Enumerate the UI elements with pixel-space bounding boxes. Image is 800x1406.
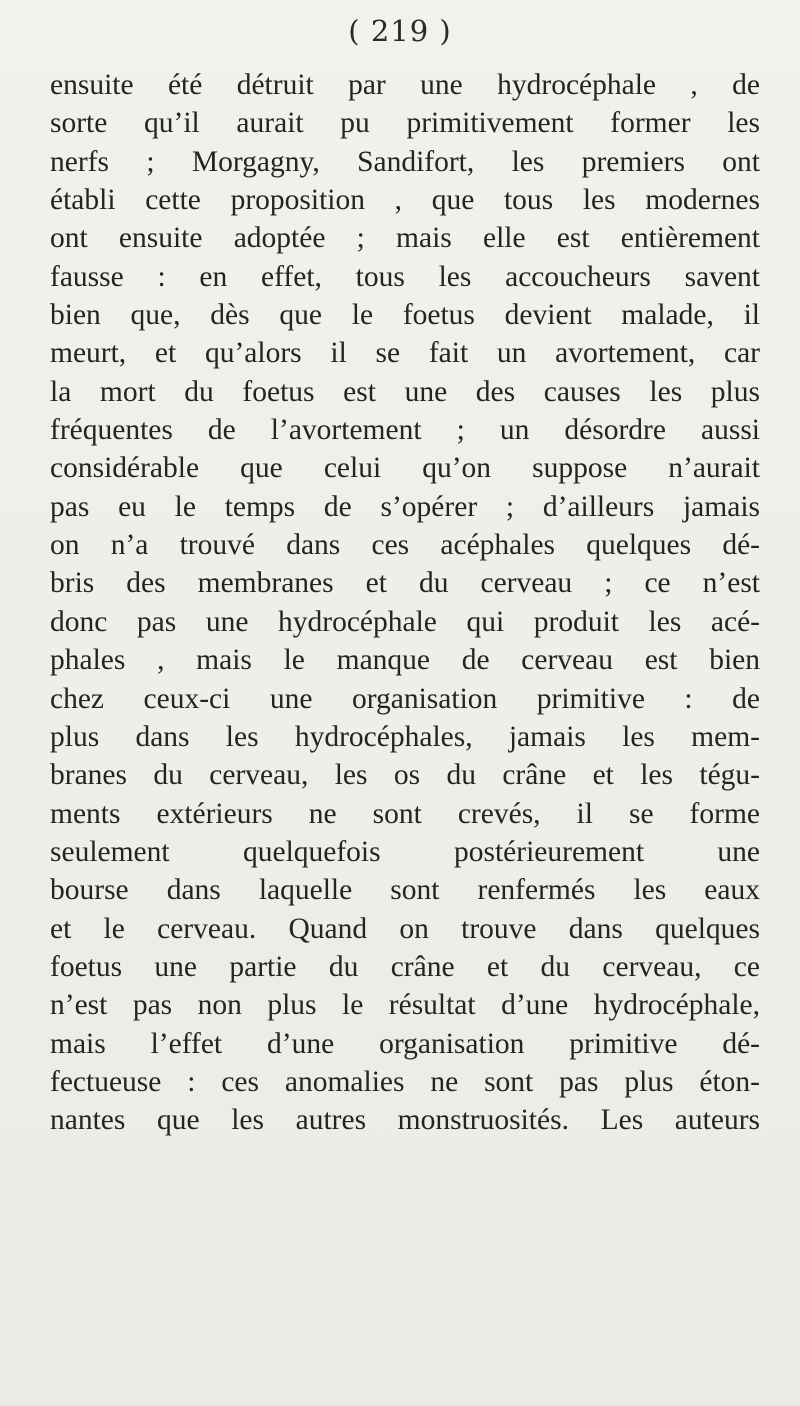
text-line: la mort du foetus est une des causes les plus <box>50 375 760 408</box>
text-line: établi cette proposition , que tous les modernes <box>50 184 760 217</box>
text-line: ments extérieurs ne sont crevés, il se forme <box>50 797 760 830</box>
text-line: nantes que les autres monstruosités. Les auteurs <box>50 1104 760 1137</box>
text-line: bien que, dès que le foetus devient malade, il <box>50 299 760 332</box>
text-line: et le cerveau. Quand on trouve dans quelques <box>50 912 760 945</box>
text-line: ensuite été détruit par une hydrocéphale , de <box>50 69 760 101</box>
text-line: nerfs ; Morgagny, Sandifort, les premiers ont <box>50 145 760 178</box>
text-line: bourse dans laquelle sont renfermés les eaux <box>50 874 760 907</box>
body-text <box>50 66 760 1140</box>
text-line: fréquentes de l’avortement ; un désordre aussi <box>50 414 760 447</box>
text-line: ont ensuite adoptée ; mais elle est entièrement <box>50 222 760 255</box>
text-line: donc pas une hydrocéphale qui produit les acé- <box>50 605 760 638</box>
page-number: ( 219 ) <box>348 14 452 48</box>
text-line: branes du cerveau, les os du crâne et les tégu- <box>50 759 760 792</box>
text-line: considérable que celui qu’on suppose n’aurait <box>50 452 760 485</box>
text-line: phales , mais le manque de cerveau est bien <box>50 644 760 677</box>
text-line: on n’a trouvé dans ces acéphales quelques dé- <box>50 529 760 562</box>
text-line: fectueuse : ces anomalies ne sont pas plus éton- <box>50 1065 760 1098</box>
text-line: bris des membranes et du cerveau ; ce n’est <box>50 567 760 600</box>
text-line: fausse : en effet, tous les accoucheurs savent <box>50 260 760 293</box>
text-line: meurt, et qu’alors il se fait un avortement, car <box>50 337 760 370</box>
text-line: foetus une partie du crâne et du cerveau, ce <box>50 950 760 983</box>
text-line: sorte qu’il aurait pu primitivement former les <box>50 107 760 140</box>
text-line: plus dans les hydrocéphales, jamais les mem- <box>50 720 760 753</box>
text-line: chez ceux-ci une organisation primitive : de <box>50 682 760 715</box>
text-line: seulement quelquefois postérieurement une <box>50 835 760 868</box>
text-line: mais l’effet d’une organisation primitive dé- <box>50 1027 760 1060</box>
text-line: n’est pas non plus le résultat d’une hydrocéphale, <box>50 989 760 1022</box>
text-line: pas eu le temps de s’opérer ; d’ailleurs jamais <box>50 490 760 523</box>
